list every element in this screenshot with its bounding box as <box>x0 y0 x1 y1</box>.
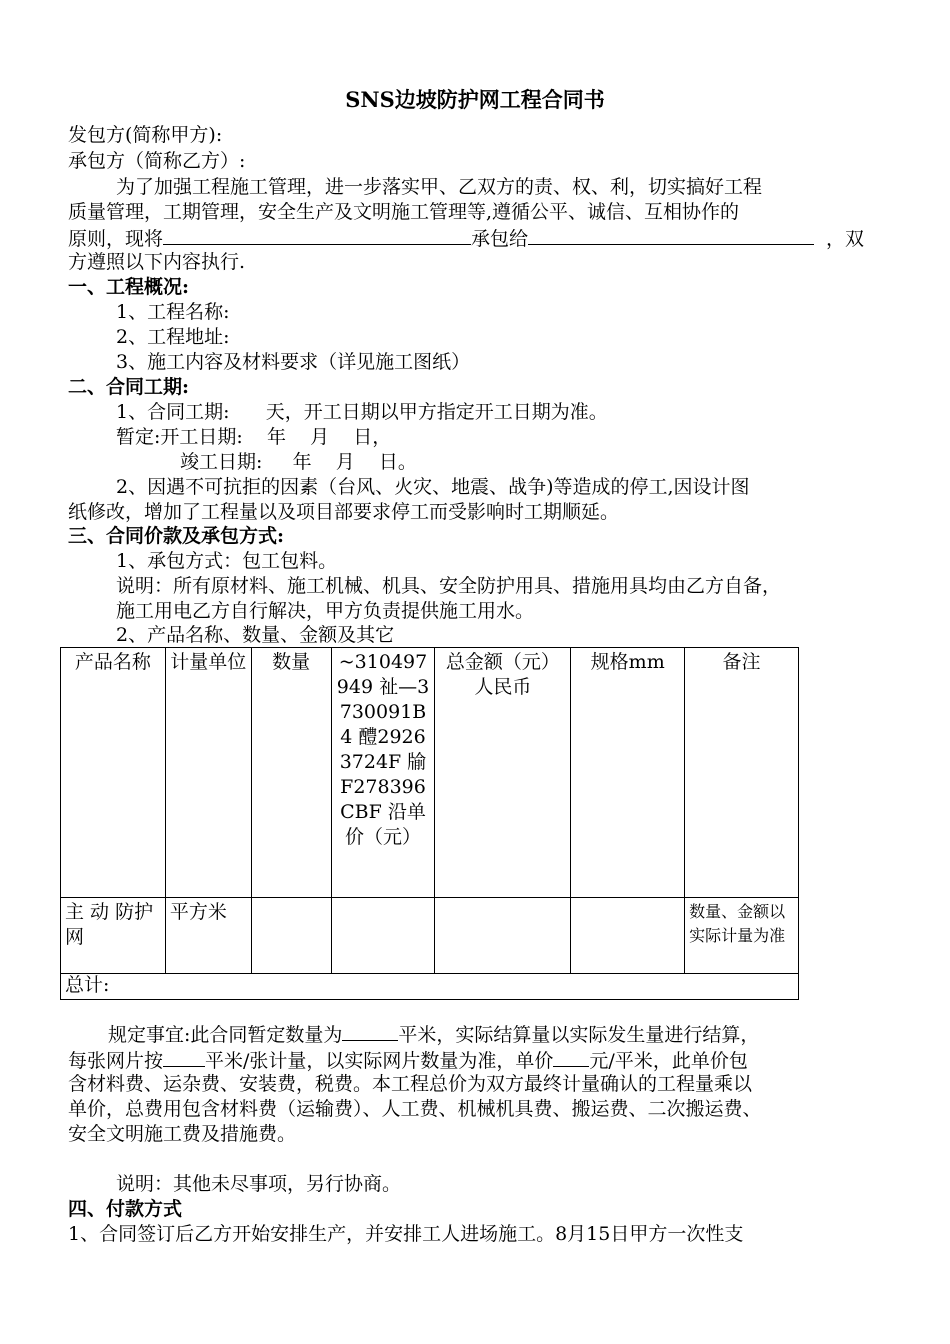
product-table <box>60 647 799 1000</box>
header-remark: 备注 <box>685 648 799 898</box>
section-3-line-1: 1、承包方式：包工包料。 <box>116 550 338 572</box>
rules-text-1a: 规定事宜:此合同暂定数量为 <box>108 1024 343 1046</box>
table-total-row <box>61 974 799 1000</box>
rules-line-4: 单价，总费用包含材料费（运输费）、人工费、机械机具费、搬运费、二次搬运费、 <box>68 1098 762 1120</box>
section-2-line-2: 暂定:开工日期: 年 月 日， <box>116 426 392 448</box>
rules-line-5: 安全文明施工费及措施费。 <box>68 1123 297 1145</box>
rules-text-1b: 平米，实际结算量以实际发生量进行结算， <box>398 1024 760 1046</box>
section-1-item-1: 1、工程名称: <box>116 301 230 323</box>
cell-total: 总计: <box>61 974 799 1000</box>
cell-spec[interactable] <box>571 898 685 974</box>
section-4-line-1: 1、合同签订后乙方开始安排生产，并安排工人进场施工。8月15日甲方一次性支 <box>68 1223 744 1245</box>
section-2-line-1: 1、合同工期: 天，开工日期以甲方指定开工日期为准。 <box>116 401 608 423</box>
cell-product-name: 主 动 防护网 <box>61 898 166 974</box>
section-2-line-4: 2、因遇不可抗拒的因素（台风、火灾、地震、战争)等造成的停工,因设计图 <box>116 476 750 498</box>
cell-total-amount[interactable] <box>435 898 571 974</box>
intro-text-c: ，双 <box>826 228 865 250</box>
rules-text-2c: 元/平米，此单价包 <box>589 1050 748 1072</box>
cell-quantity[interactable] <box>251 898 331 974</box>
cell-unit: 平方米 <box>165 898 251 974</box>
section-1-item-3: 3、施工内容及材料要求（详见施工图纸） <box>116 351 471 373</box>
section-4-heading: 四、付款方式 <box>68 1198 183 1220</box>
intro-text-a: 原则，现将 <box>68 228 164 250</box>
rules-text-2b: 平米/张计量，以实际网片数量为准，单价 <box>205 1050 554 1072</box>
rules-line-1 <box>108 1021 759 1048</box>
section-3-heading: 三、合同价款及承包方式: <box>68 525 285 547</box>
document-title: SNS边坡防护网工程合同书 <box>345 87 605 112</box>
note-line: 说明：其他未尽事项，另行协商。 <box>116 1173 402 1195</box>
section-2-line-3: 竣工日期: 年 月 日。 <box>180 451 417 473</box>
section-2-heading: 二、合同工期: <box>68 376 190 398</box>
section-3-line-3: 施工用电乙方自行解决，甲方负责提供施工用水。 <box>116 600 535 622</box>
cell-remark: 数量、金额以实际计量为准 <box>685 898 799 974</box>
intro-line-4: 方遵照以下内容执行. <box>68 251 246 273</box>
unit-price-blank[interactable] <box>553 1047 589 1067</box>
intro-line-1: 为了加强工程施工管理，进一步落实甲、乙双方的责、权、利，切实搞好工程 <box>116 176 763 198</box>
area-per-sheet-blank[interactable] <box>163 1047 205 1067</box>
section-1-item-2: 2、工程地址: <box>116 326 230 348</box>
section-3-line-2: 说明：所有原材料、施工机械、机具、安全防护用具、措施用具均由乙方自备， <box>116 575 782 597</box>
subcontractor-blank[interactable] <box>528 225 814 245</box>
intro-text-b: 承包给 <box>471 228 529 250</box>
quantity-blank[interactable] <box>342 1021 398 1041</box>
section-2-line-5: 纸修改，增加了工程量以及项目部要求停工而受影响时工期顺延。 <box>68 501 620 523</box>
table-header-row <box>61 648 799 898</box>
party-b-line: 承包方（简称乙方）: <box>68 150 246 172</box>
table-row <box>61 898 799 974</box>
header-unit-price: ~310497949 祉—3730091B4 醴29263724F 牏F278396CBF 沿单价（元） <box>331 648 435 898</box>
party-a-line: 发包方(简称甲方): <box>68 124 223 146</box>
header-total-amount: 总金额（元）人民币 <box>435 648 571 898</box>
header-unit: 计量单位 <box>165 648 251 898</box>
header-spec: 规格mm <box>571 648 685 898</box>
rules-line-2 <box>68 1047 748 1074</box>
intro-line-2: 质量管理，工期管理，安全生产及文明施工管理等,遵循公平、诚信、互相协作的 <box>68 201 740 223</box>
header-quantity: 数量 <box>251 648 331 898</box>
intro-line-3 <box>68 225 864 252</box>
cell-unit-price[interactable] <box>331 898 435 974</box>
rules-text-2a: 每张网片按 <box>68 1050 164 1072</box>
header-product-name: 产品名称 <box>61 648 166 898</box>
contractor-blank[interactable] <box>163 225 471 245</box>
section-1-heading: 一、工程概况: <box>68 276 190 298</box>
rules-line-3: 含材料费、运杂费、安装费，税费。本工程总价为双方最终计量确认的工程量乘以 <box>68 1073 753 1095</box>
section-3-line-4: 2、产品名称、数量、金额及其它 <box>116 624 395 646</box>
